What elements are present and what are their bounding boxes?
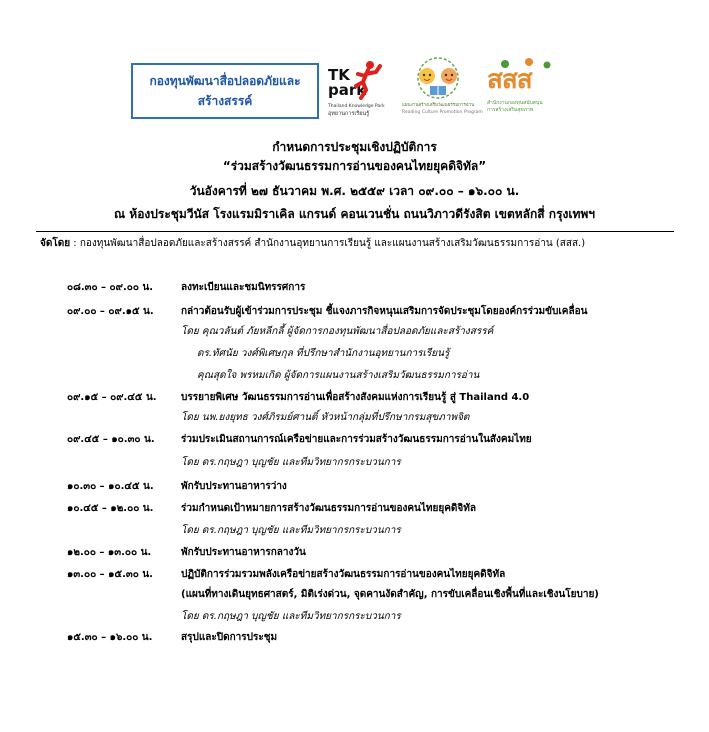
schedule-time: ๐๙.๑๕ – ๐๙.๔๕ น. [67,392,157,403]
reading-logo-thai: แผนงานสร้างเสริมวัฒนธรรมการอ่าน [402,103,475,108]
organizer-label: จัดโดย [40,238,71,249]
schedule-time: ๐๙.๔๕ – ๑๐.๓๐ น. [67,434,155,445]
reading-logo-english: Reading Culture Promotion Program [402,110,483,115]
title-line-2: “ร่วมสร้างวัฒนธรรมการอ่านของคนไทยยุคดิจิทัล” [222,159,487,173]
running-figure-icon [352,60,382,100]
reading-program-logo [402,56,483,122]
schedule-title: ปฏิบัติการร่วมรวมพลังเครือข่ายสร้างวัฒนธรรมการอ่านของคนไทยยุคดิจิทัล [181,569,506,580]
title-line-4: ณ ห้องประชุมวีนัส โรงแรมมิราเคิล แกรนด์ คอนเวนชั่น ถนนวิภาวดีรังสิต เขตหลักสี่ กรุงเทพฯ [113,207,596,221]
schedule-speaker: โดย ดร.กฤษฎา บุญชัย และทีมวิทยากรกระบวนการ [181,611,401,622]
tk-park-name: TK park [328,66,367,99]
fund-logo-line1: กองทุนพัฒนาสื่อปลอดภัยและ [149,74,301,88]
schedule-speaker: โดย ดร.กฤษฎา บุญชัย และทีมวิทยากรกระบวนการ [181,457,401,468]
tk-park-tagline: Thailand Knowledge Park [328,104,385,109]
schedule-title: ลงทะเบียนและชมนิทรรศการ [181,282,306,293]
schedule-time: ๑๓.๐๐ – ๑๕.๓๐ น. [67,569,153,580]
title-line-3: วันอังคารที่ ๒๗ ธันวาคม พ.ศ. ๒๕๕๙ เวลา ๐๙.๐๐ – ๑๖.๐๐ น. [189,184,520,198]
schedule-title: บรรยายพิเศษ วัฒนธรรมการอ่านเพื่อสร้างสังคมแห่งการเรียนรู้ สู่ Thailand 4.0 [181,392,530,403]
schedule-time: ๑๒.๐๐ – ๑๓.๐๐ น. [67,547,152,558]
divider [36,231,674,232]
sss-caption-2: การสร้างเสริมสุขภาพ [487,107,534,113]
schedule-subtitle: (แผนที่ทางเดินยุทธศาสตร์, มิติเร่งด่วน, จุดคานงัดสำคัญ, การขับเคลื่อนเชิงพื้นที่และเชิงนโยบาย) [181,589,599,600]
schedule-time: ๑๕.๓๐ – ๑๖.๐๐ น. [67,632,153,643]
schedule-time: ๐๙.๐๐ – ๐๙.๑๕ น. [67,306,154,317]
schedule-title: พักรับประทานอาหารกลางวัน [181,547,306,558]
thaihealth-logo [485,56,565,122]
schedule-time: ๑๐.๓๐ – ๑๐.๔๕ น. [67,481,154,492]
schedule-title: กล่าวต้อนรับผู้เข้าร่วมการประชุม ชี้แจงภารกิจหนุนเสริมการจัดประชุมโดยองค์กรร่วมขับเคลื่อน [181,306,588,317]
fund-logo-box [131,63,319,119]
schedule-title: สรุปและปิดการประชุม [181,632,278,643]
schedule-speaker: โดย ดร.กฤษฎา บุญชัย และทีมวิทยากรกระบวนการ [181,525,401,536]
schedule-speaker: ดร.ทัศนัย วงศ์พิเศษกุล ที่ปรึกษาสำนักงานอุทยานการเรียนรู้ [197,348,450,359]
schedule-speaker: โดย คุณวลันต์ ภัยหลีกลี้ ผู้จัดการกองทุนพัฒนาสื่อปลอดภัยและสร้างสรรค์ [181,326,494,337]
schedule-title: ร่วมกำหนดเป้าหมายการสร้างวัฒนธรรมการอ่านของคนไทยยุคดิจิทัล [181,503,476,514]
schedule-time: ๑๐.๔๕ – ๑๒.๐๐ น. [67,503,154,514]
schedule-speaker: โดย นพ.ยงยุทธ วงศ์ภิรมย์ศานติ์ หัวหน้ากลุ่มที่ปรึกษากรมสุขภาพจิต [181,412,470,423]
children-reading-icon [402,56,474,100]
schedule-title: ร่วมประเมินสถานการณ์เครือข่ายและการร่วมสร้างวัฒนธรรมการอ่านในสังคมไทย [181,434,532,445]
fund-logo-line2: สร้างสรรค์ [197,94,253,108]
schedule-speaker: คุณสุดใจ พรหมเกิด ผู้จัดการแผนงานสร้างเสริมวัฒนธรรมการอ่าน [197,370,480,381]
sss-caption-1: สำนักงานกองทุนสนับสนุน [487,100,543,106]
schedule-title: พักรับประทานอาหารว่าง [181,481,287,492]
organizer-text: : กองทุนพัฒนาสื่อปลอดภัยและสร้างสรรค์ สำนักงานอุทยานการเรียนรู้ และแผนงานสร้างเสริมวัฒนธรรมการอ่าน (สสส.) [73,238,586,249]
organizer-line [40,236,585,251]
schedule-time: ๐๘.๓๐ – ๐๙.๐๐ น. [67,282,154,293]
title-line-1: กำหนดการประชุมเชิงปฏิบัติการ [272,140,437,154]
tk-park-thai: อุทยานการเรียนรู้ [328,111,370,117]
sss-wordmark: สสส [487,65,532,95]
tk-park-logo [328,60,390,122]
